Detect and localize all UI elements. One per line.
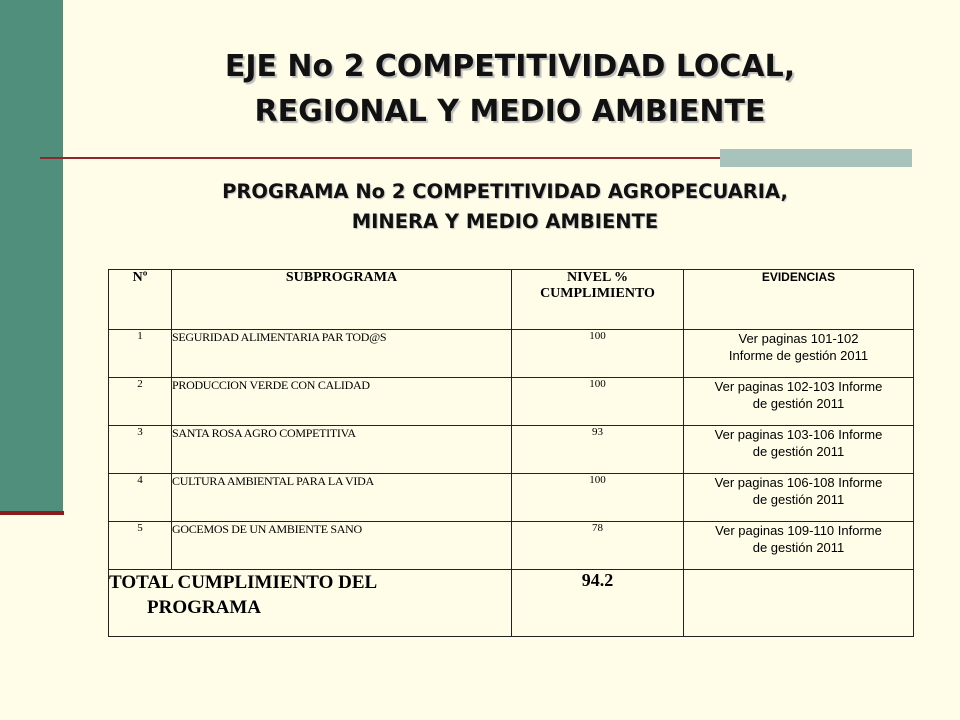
row-evidencias-line1: Ver paginas 106-108 Informe [714, 475, 883, 490]
title-divider-block [720, 149, 912, 167]
table-row [109, 474, 914, 522]
header-nivel-line1: NIVEL % [566, 270, 629, 285]
table-header-row [109, 270, 914, 330]
row-evidencias-line2: de gestión 2011 [752, 396, 845, 411]
total-row [109, 570, 914, 637]
row-evidencias-line1: Ver paginas 103-106 Informe [714, 427, 883, 442]
header-subprograma: SUBPROGRAMA [172, 270, 512, 330]
row-subprograma: SANTA ROSA AGRO COMPETITIVA [172, 426, 512, 474]
row-evidencias [684, 330, 914, 378]
row-subprograma: CULTURA AMBIENTAL PARA LA VIDA [172, 474, 512, 522]
row-evidencias [684, 474, 914, 522]
row-evidencias-line2: de gestión 2011 [752, 492, 845, 507]
total-value: 94.2 [512, 570, 684, 637]
row-subprograma: SEGURIDAD ALIMENTARIA PAR TOD@S [172, 330, 512, 378]
row-evidencias [684, 522, 914, 570]
program-table [108, 269, 914, 637]
slide-subtitle-line2: MINERA Y MEDIO AMBIENTE [351, 210, 659, 233]
row-nivel: 100 [512, 330, 684, 378]
table-row [109, 378, 914, 426]
row-nivel: 100 [512, 474, 684, 522]
left-accent-underline [0, 511, 64, 515]
table-row [109, 330, 914, 378]
row-num: 1 [109, 330, 172, 378]
row-evidencias [684, 378, 914, 426]
row-num: 2 [109, 378, 172, 426]
header-num: Nº [109, 270, 172, 330]
table-row [109, 426, 914, 474]
slide-subtitle-line1: PROGRAMA No 2 COMPETITIVIDAD AGROPECUARIA, [222, 180, 788, 203]
row-nivel: 78 [512, 522, 684, 570]
table-row [109, 522, 914, 570]
total-label-line1: TOTAL CUMPLIMIENTO DEL [109, 572, 378, 593]
slide-subtitle [90, 177, 920, 237]
row-evidencias-line2: de gestión 2011 [752, 444, 845, 459]
row-evidencias-line1: Ver paginas 109-110 Informe [715, 523, 882, 538]
row-num: 3 [109, 426, 172, 474]
header-nivel [512, 270, 684, 330]
slide-title-line2: REGIONAL Y MEDIO AMBIENTE [254, 94, 766, 129]
slide-title [70, 44, 950, 134]
header-evidencias: EVIDENCIAS [684, 270, 914, 330]
row-evidencias [684, 426, 914, 474]
total-label-line2: PROGRAMA [147, 597, 261, 618]
row-evidencias-line1: Ver paginas 101-102 [738, 331, 859, 346]
row-subprograma: GOCEMOS DE UN AMBIENTE SANO [172, 522, 512, 570]
row-nivel: 93 [512, 426, 684, 474]
row-subprograma: PRODUCCION VERDE CON CALIDAD [172, 378, 512, 426]
left-accent-bar [0, 0, 63, 512]
header-nivel-line2: CUMPLIMIENTO [540, 286, 655, 301]
row-nivel: 100 [512, 378, 684, 426]
total-evidencias-empty [684, 570, 914, 637]
slide-title-line1: EJE No 2 COMPETITIVIDAD LOCAL, [224, 49, 796, 84]
row-evidencias-line2: de gestión 2011 [752, 540, 845, 555]
row-evidencias-line1: Ver paginas 102-103 Informe [714, 379, 883, 394]
row-num: 4 [109, 474, 172, 522]
total-label [109, 570, 512, 637]
row-num: 5 [109, 522, 172, 570]
row-evidencias-line2: Informe de gestión 2011 [728, 348, 869, 363]
